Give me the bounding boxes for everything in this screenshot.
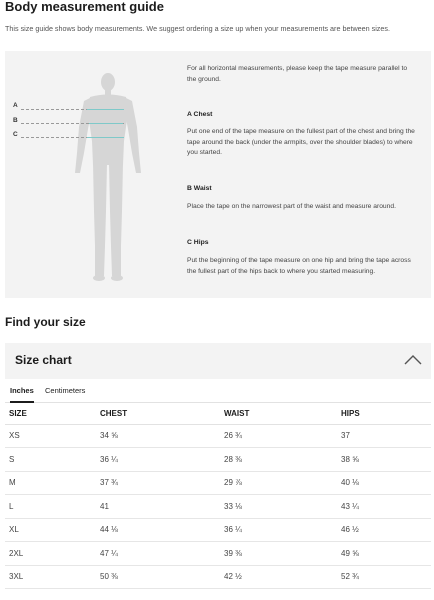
size-cell: XS	[5, 424, 96, 448]
figure-label-c: C	[13, 131, 18, 138]
waist-cell: 36 ¼	[220, 518, 337, 542]
chest-cell: 50 ⅜	[96, 565, 220, 589]
size-cell: M	[5, 471, 96, 495]
hips-cell: 46 ½	[337, 518, 431, 542]
column-header-waist: WAIST	[220, 403, 337, 424]
size-chart-title: Size chart	[15, 353, 72, 367]
table-row	[5, 518, 431, 542]
find-your-size-title: Find your size	[5, 315, 86, 329]
chest-cell: 44 ⅛	[96, 518, 220, 542]
table-row	[5, 542, 431, 566]
chest-heading: A Chest	[187, 111, 213, 118]
size-chart-table	[5, 403, 431, 589]
waist-heading: B Waist	[187, 185, 212, 192]
waist-cell: 42 ½	[220, 565, 337, 589]
hips-cell: 40 ⅛	[337, 471, 431, 495]
table-header-row	[5, 403, 431, 424]
hips-cell: 52 ¾	[337, 565, 431, 589]
column-header-hips: HIPS	[337, 403, 431, 424]
hips-cell: 37	[337, 424, 431, 448]
waist-cell: 26 ¾	[220, 424, 337, 448]
body-figure-svg	[60, 61, 180, 289]
waist-cell: 33 ⅛	[220, 495, 337, 519]
measurement-guide-panel	[5, 51, 431, 298]
figure-label-b: B	[13, 117, 18, 124]
table-row	[5, 495, 431, 519]
hips-heading: C Hips	[187, 239, 209, 246]
chest-cell: 36 ¼	[96, 448, 220, 472]
hips-cell: 38 ⅝	[337, 448, 431, 472]
waist-cell: 39 ⅜	[220, 542, 337, 566]
waist-measure-line	[89, 123, 123, 124]
general-note-text: For all horizontal measurements, please keep the tape measure parallel to the ground.	[187, 65, 408, 83]
table-row	[5, 471, 431, 495]
size-cell: S	[5, 448, 96, 472]
hips-instructions: Put the beginning of the tape measure on one hip and bring the tape across the fullest part of the hips back to where you started measuring.	[187, 257, 411, 275]
hips-cell: 49 ⅝	[337, 542, 431, 566]
hips-cell: 43 ¼	[337, 495, 431, 519]
chest-cell: 47 ¼	[96, 542, 220, 566]
tab-inches[interactable]: Inches	[10, 386, 34, 403]
page-title: Body measurement guide	[5, 0, 164, 14]
size-cell: 2XL	[5, 542, 96, 566]
unit-tabs	[5, 383, 431, 403]
body-figure-illustration	[60, 61, 180, 289]
size-cell: XL	[5, 518, 96, 542]
size-cell: 3XL	[5, 565, 96, 589]
column-header-size: SIZE	[5, 403, 96, 424]
chest-measure-line	[87, 109, 124, 110]
chest-cell: 41	[96, 495, 220, 519]
table-row	[5, 565, 431, 589]
chest-cell: 34 ⅝	[96, 424, 220, 448]
figure-label-a: A	[13, 102, 18, 109]
waist-cell: 28 ⅜	[220, 448, 337, 472]
chest-instructions: Put one end of the tape measure on the fullest part of the chest and bring the tape around the back (under the armpits, over the shoulder blades) to where you started.	[187, 128, 415, 156]
table-row	[5, 448, 431, 472]
waist-cell: 29 ⅞	[220, 471, 337, 495]
size-cell: L	[5, 495, 96, 519]
table-row	[5, 424, 431, 448]
column-header-chest: CHEST	[96, 403, 220, 424]
tab-centimeters[interactable]: Centimeters	[45, 386, 86, 395]
hips-measure-line	[87, 137, 124, 138]
chest-cell: 37 ¾	[96, 471, 220, 495]
chevron-up-icon[interactable]	[403, 352, 423, 368]
size-chart-accordion-header[interactable]	[5, 343, 431, 379]
intro-text: This size guide shows body measurements. We suggest ordering a size up when your measurements are between sizes.	[5, 24, 390, 33]
waist-instructions: Place the tape on the narrowest part of the waist and measure around.	[187, 203, 396, 210]
